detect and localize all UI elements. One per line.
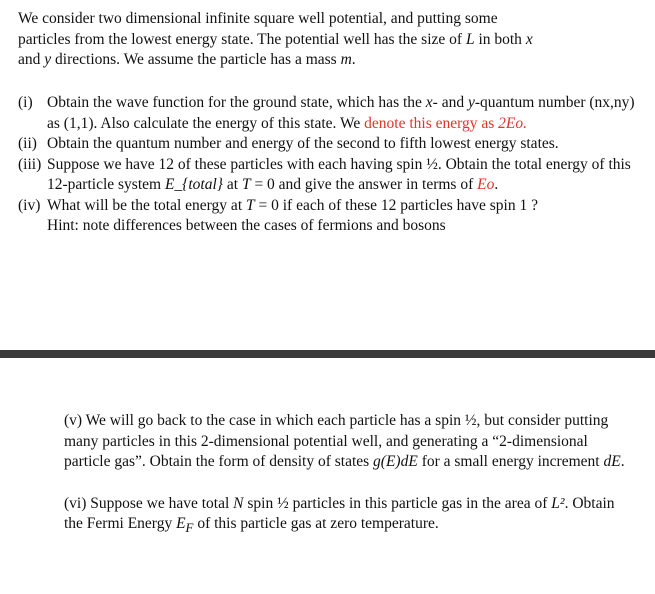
symbol-y: y: [44, 51, 52, 68]
intro-text: and: [18, 51, 45, 68]
intro-text: .: [351, 51, 356, 68]
symbol-dE: dE: [603, 453, 621, 470]
intro-text: particles from the lowest energy state. The potential well has the size of: [18, 30, 466, 48]
symbol-x: x: [425, 94, 433, 111]
section-divider: [0, 350, 655, 358]
question-text: .: [620, 453, 625, 470]
question-iii: [18, 155, 643, 196]
symbol-L: L: [465, 30, 475, 48]
hint-text: Hint: note differences between the cases of fermions and bosons: [47, 217, 446, 234]
symbol-e-total: E_{total}: [164, 176, 223, 193]
question-part-2: [64, 411, 634, 539]
question-text: = 0 if each of these 12 particles have spin 1 ?: [254, 196, 538, 214]
problem-intro: [18, 9, 643, 71]
intro-text: in both: [474, 30, 526, 48]
question-text: (v) We will go back to the case in which each particle has a spin ½, but consider putting many particles in this 2-dimensional potential well, and generating a “2-dimensional particle gas”. Obtain the form of density of states: [64, 412, 609, 470]
question-text: at: [223, 176, 242, 193]
question-text: . Obtain the Fermi Energy: [64, 494, 615, 532]
question-list: [18, 93, 643, 237]
intro-text: directions. We assume the particle has a mass: [51, 51, 341, 68]
symbol-g-e-de: g(E)dE: [373, 453, 418, 470]
question-text: = 0 and give the answer in terms of: [250, 176, 478, 193]
symbol-fermi-subscript: F: [185, 520, 194, 536]
symbol-N: N: [233, 494, 244, 512]
intro-line-3: [18, 50, 643, 71]
question-number: (iii): [18, 155, 42, 173]
symbol-y: y: [467, 94, 475, 111]
question-text: Obtain the wave function for the ground state, which has the: [47, 94, 426, 111]
question-text: spin ½ particles in this particle gas in the area of: [243, 494, 552, 512]
highlighted-symbol: Eo: [477, 176, 495, 193]
question-iv: [18, 196, 643, 237]
symbol-fermi-energy: E: [176, 515, 186, 532]
symbol-L-squared: L²: [551, 494, 565, 512]
question-text: -quantum number (nx,ny) as (1,1). Also calculate the energy of this state. We: [47, 94, 635, 132]
highlighted-text: denote this energy as: [364, 114, 499, 132]
question-number: (iv): [18, 196, 41, 214]
question-text: .: [494, 176, 499, 193]
symbol-T: T: [246, 196, 255, 214]
question-text: for a small energy increment: [417, 453, 604, 470]
question-number: (ii): [18, 135, 37, 152]
question-text: Obtain the quantum number and energy of the second to fifth lowest energy states.: [47, 135, 559, 152]
highlighted-symbol: 2Eo.: [498, 114, 527, 132]
question-ii: [18, 134, 643, 155]
question-text: Suppose we have 12 of these particles with each having spin ½. Obtain the total energy of this 12-particle system: [47, 155, 631, 193]
question-v: [64, 411, 634, 473]
symbol-T: T: [241, 176, 251, 193]
question-text: - and: [432, 94, 468, 111]
question-text: What will be the total energy at: [47, 196, 246, 214]
question-number: (i): [18, 94, 33, 111]
question-i: [18, 93, 643, 134]
intro-line-1: We consider two dimensional infinite square well potential, and putting some: [18, 10, 498, 27]
question-vi: [64, 494, 634, 539]
symbol-x: x: [525, 30, 533, 48]
question-text: of this particle gas at zero temperature.: [193, 515, 439, 532]
question-text: (vi) Suppose we have total: [64, 494, 234, 512]
symbol-m: m: [340, 51, 352, 68]
intro-line-2: [18, 30, 643, 51]
